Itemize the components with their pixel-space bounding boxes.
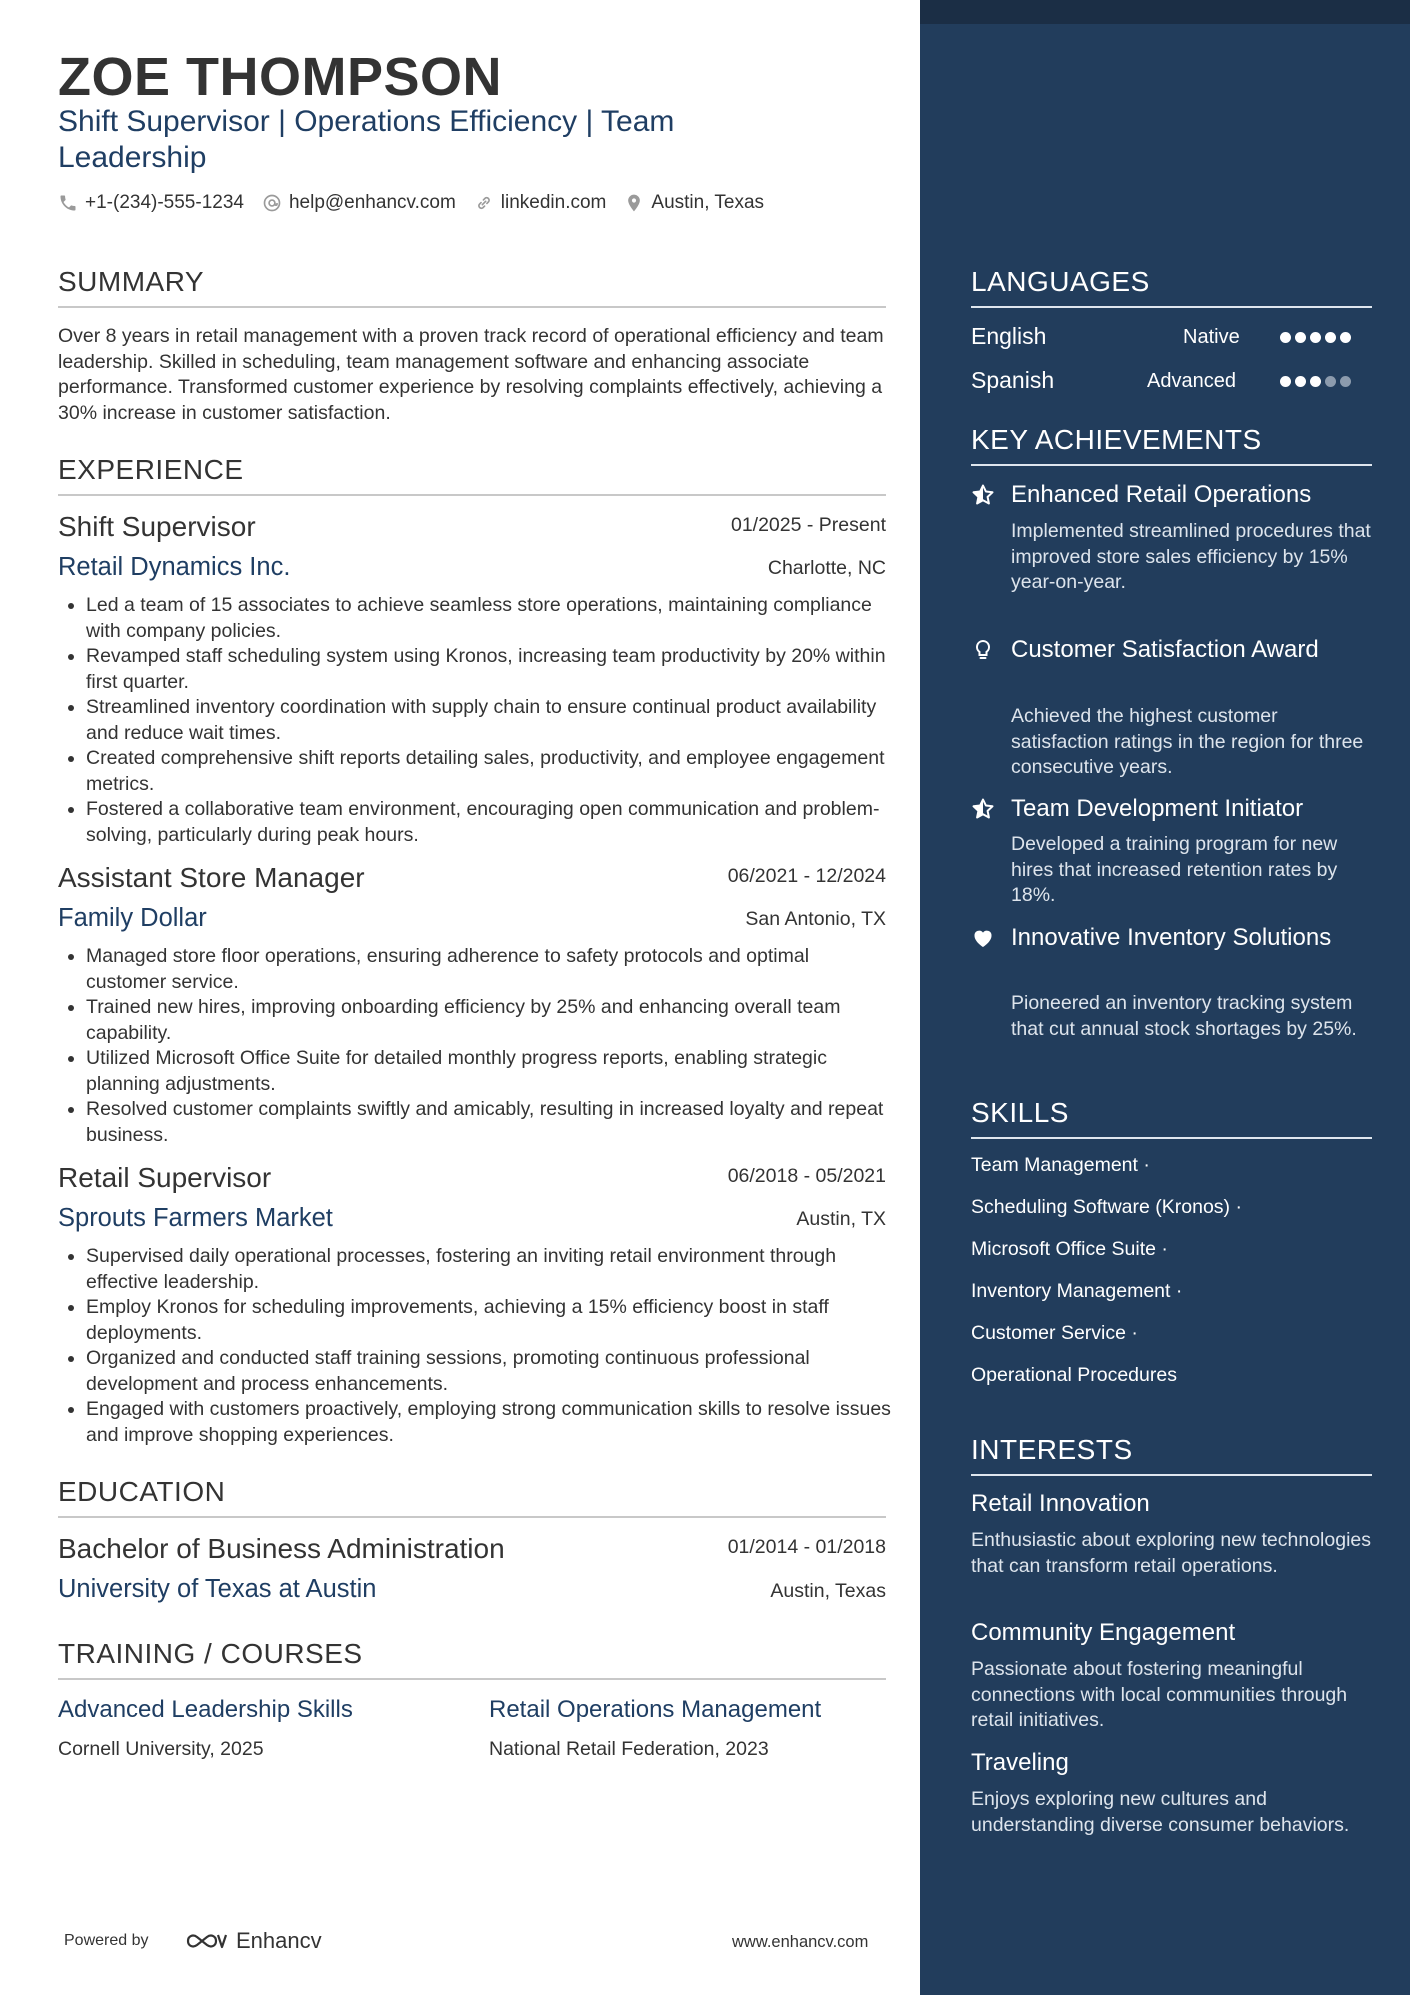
job-bullets	[58, 944, 892, 1148]
contact-email-text: help@enhancv.com	[288, 192, 456, 213]
achievement-desc: Implemented streamlined procedures that improved store sales efficiency by 15% year-on-year.	[1011, 520, 1371, 593]
phone-icon	[58, 193, 78, 213]
list-item: • Revamped staff scheduling system using Kronos, increasing team productivity by 20% within first quarter.	[86, 644, 892, 695]
rating-dot-filled	[1310, 332, 1321, 343]
language-rating	[1280, 332, 1351, 343]
rating-dot-filled	[1280, 332, 1291, 343]
headline: Shift Supervisor | Operations Efficiency | Team Leadership	[58, 105, 675, 174]
job-bullets	[58, 593, 892, 848]
star-icon	[971, 483, 995, 507]
list-item: • Utilized Microsoft Office Suite for detailed monthly progress reports, enabling strategic planning adjustments.	[86, 1046, 892, 1097]
enhancv-logo-icon	[184, 1929, 230, 1953]
rating-dot-filled	[1325, 332, 1336, 343]
contact-location-text: Austin, Texas	[651, 192, 765, 213]
rating-dot-filled	[1295, 332, 1306, 343]
skill-item: Team Management ·	[971, 1154, 1150, 1176]
heart-icon	[971, 926, 995, 950]
education-location: Austin, Texas	[770, 1580, 886, 1602]
language-name: Spanish	[971, 367, 1055, 393]
enhancv-logo[interactable]	[184, 1928, 322, 1954]
education-dates: 01/2014 - 01/2018	[727, 1536, 886, 1558]
training-title: TRAINING / COURSES	[58, 1638, 886, 1680]
sidebar	[920, 0, 1410, 1995]
list-item: • Engaged with customers proactively, employing strong communication skills to resolve issues and improve shopping experiences.	[86, 1397, 892, 1448]
interest-title: Traveling	[971, 1749, 1069, 1776]
list-item: • Led a team of 15 associates to achieve seamless store operations, maintaining compliance with company policies.	[86, 593, 892, 644]
rating-dot-filled	[1310, 376, 1321, 387]
education-degree: Bachelor of Business Administration	[58, 1533, 505, 1564]
interest-desc: Enjoys exploring new cultures and understanding diverse consumer behaviors.	[971, 1788, 1350, 1836]
achievement-title: Enhanced Retail Operations	[1011, 481, 1312, 508]
rating-dot-filled	[1280, 376, 1291, 387]
footer-url[interactable]: www.enhancv.com	[732, 1933, 869, 1951]
contact-phone[interactable]	[58, 192, 244, 214]
contact-phone-text: +1-(234)-555-1234	[85, 192, 244, 213]
job-bullets	[58, 1244, 892, 1448]
rating-dot-filled	[1340, 332, 1351, 343]
enhancv-brand-text: Enhancv	[236, 1928, 322, 1953]
job-company: Family Dollar	[58, 904, 207, 932]
skill-item: Scheduling Software (Kronos) ·	[971, 1196, 1242, 1218]
candidate-name: ZOE THOMPSON	[58, 47, 503, 107]
list-item: • Created comprehensive shift reports detailing sales, productivity, and employee engagement metrics.	[86, 746, 892, 797]
list-item: • Supervised daily operational processes, fostering an inviting retail environment through effective leadership.	[86, 1244, 892, 1295]
achievement-title: Team Development Initiator	[1011, 795, 1304, 822]
education-title: EDUCATION	[58, 1476, 886, 1518]
list-item: • Trained new hires, improving onboarding efficiency by 25% and enhancing overall team capability.	[86, 995, 892, 1046]
list-item: • Employ Kronos for scheduling improvements, achieving a 15% efficiency boost in staff deployments.	[86, 1295, 892, 1346]
list-item: • Organized and conducted staff training sessions, promoting continuous professional development and process enhancements.	[86, 1346, 892, 1397]
education-school: University of Texas at Austin	[58, 1575, 377, 1603]
job-dates: 01/2025 - Present	[730, 514, 886, 536]
rating-dot-filled	[1295, 376, 1306, 387]
interest-title: Retail Innovation	[971, 1490, 1150, 1517]
job-dates: 06/2018 - 05/2021	[727, 1165, 886, 1187]
achievement-desc: Pioneered an inventory tracking system that cut annual stock shortages by 25%.	[1011, 992, 1357, 1040]
contact-linkedin[interactable]	[474, 192, 607, 214]
contact-email[interactable]	[262, 192, 456, 214]
contact-location	[624, 192, 764, 214]
course-provider: National Retail Federation, 2023	[489, 1738, 769, 1760]
interest-title: Community Engagement	[971, 1619, 1236, 1646]
job-location: Austin, TX	[796, 1208, 886, 1230]
job-role: Assistant Store Manager	[58, 862, 365, 893]
list-item: • Streamlined inventory coordination with supply chain to ensure continual product availability and reduce wait times.	[86, 695, 892, 746]
skill-item: Customer Service ·	[971, 1322, 1138, 1344]
language-level: Native	[1183, 326, 1240, 348]
list-item: • Fostered a collaborative team environment, encouraging open communication and problem-solving, particularly during peak hours.	[86, 797, 892, 848]
rating-dot-empty	[1325, 376, 1336, 387]
interest-desc: Enthusiastic about exploring new technologies that can transform retail operations.	[971, 1529, 1372, 1577]
course-title: Retail Operations Management	[489, 1696, 822, 1723]
interests-title: INTERESTS	[971, 1434, 1372, 1476]
lightbulb-icon	[971, 638, 995, 662]
job-location: San Antonio, TX	[745, 908, 886, 930]
rating-dot-empty	[1340, 376, 1351, 387]
experience-title: EXPERIENCE	[58, 454, 886, 496]
summary-text: Over 8 years in retail management with a proven track record of operational efficiency and team leadership. Skilled in scheduling, team management software and enhancing associate performance. Transformed customer experience by resolving complaints effectively, achieving a 30% increase in customer satisfaction.	[58, 325, 884, 424]
job-location: Charlotte, NC	[767, 557, 886, 579]
achievements-title: KEY ACHIEVEMENTS	[971, 424, 1372, 466]
skills-title: SKILLS	[971, 1097, 1372, 1139]
course-provider: Cornell University, 2025	[58, 1738, 264, 1760]
achievement-title: Customer Satisfaction Award	[1011, 636, 1319, 663]
sidebar-top-bar	[920, 0, 1410, 24]
achievement-desc: Developed a training program for new hires that increased retention rates by 18%.	[1011, 833, 1338, 906]
skill-item: Operational Procedures	[971, 1364, 1177, 1386]
job-role: Shift Supervisor	[58, 511, 256, 542]
job-role: Retail Supervisor	[58, 1162, 272, 1193]
contact-row	[58, 192, 764, 214]
achievement-title: Innovative Inventory Solutions	[1011, 924, 1332, 951]
footer-powered-by: Powered by	[64, 1932, 149, 1949]
list-item: • Managed store floor operations, ensuring adherence to safety protocols and optimal customer service.	[86, 944, 892, 995]
summary-title: SUMMARY	[58, 266, 886, 308]
contact-linkedin-text: linkedin.com	[500, 192, 607, 213]
interest-desc: Passionate about fostering meaningful connections with local communities through retail initiatives.	[971, 1658, 1348, 1731]
at-icon	[262, 193, 282, 213]
language-name: English	[971, 323, 1047, 349]
job-company: Sprouts Farmers Market	[58, 1204, 333, 1232]
list-item: • Resolved customer complaints swiftly and amicably, resulting in increased loyalty and repeat business.	[86, 1097, 892, 1148]
language-level: Advanced	[1147, 370, 1236, 392]
location-icon	[624, 193, 644, 213]
job-company: Retail Dynamics Inc.	[58, 553, 291, 581]
course-title: Advanced Leadership Skills	[58, 1696, 353, 1723]
star-icon	[971, 797, 995, 821]
achievement-desc: Achieved the highest customer satisfaction ratings in the region for three consecutive years.	[1011, 705, 1364, 778]
skill-item: Microsoft Office Suite ·	[971, 1238, 1168, 1260]
language-rating	[1280, 376, 1351, 387]
skill-item: Inventory Management ·	[971, 1280, 1183, 1302]
link-icon	[474, 193, 494, 213]
languages-title: LANGUAGES	[971, 266, 1372, 308]
job-dates: 06/2021 - 12/2024	[727, 865, 886, 887]
